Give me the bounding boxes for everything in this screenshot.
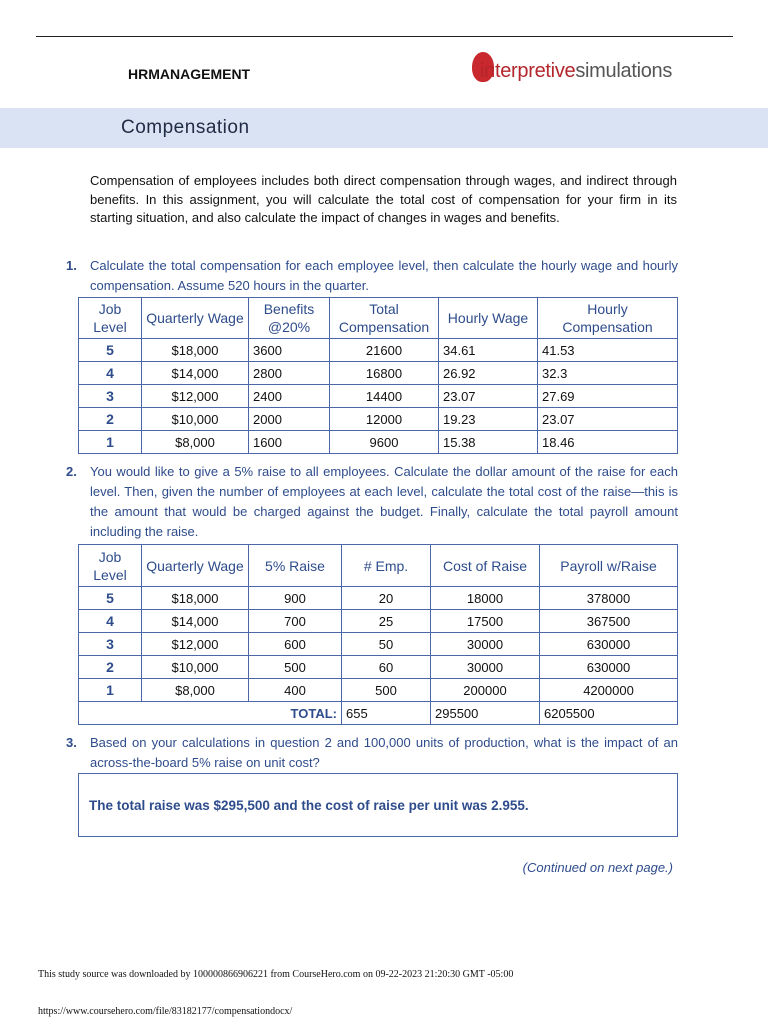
document-header-title: HRMANAGEMENT xyxy=(128,66,251,82)
question-2 xyxy=(66,462,678,542)
total-employees: 655 xyxy=(342,702,431,725)
top-rule xyxy=(36,36,733,37)
continued-note: (Continued on next page.) xyxy=(522,860,673,875)
table-header: Benefits @20% xyxy=(249,298,330,339)
question-text: Calculate the total compensation for each employee level, then calculate the hourly wage and hourly compensation. Assume 520 hours in the quarter. xyxy=(90,258,678,293)
question-1 xyxy=(66,256,678,296)
table-row: 4 $14,000 2800 16800 26.92 32.3 xyxy=(79,362,678,385)
total-payroll: 6205500 xyxy=(540,702,678,725)
table-row: 3 $12,000 600 50 30000 630000 xyxy=(79,633,678,656)
table-header: Total Compensation xyxy=(330,298,439,339)
table-header: Quarterly Wage xyxy=(142,545,249,587)
table-header: Hourly Wage xyxy=(439,298,538,339)
question-number: 1. xyxy=(66,258,77,273)
table-header: Job Level xyxy=(79,545,142,587)
table-row: 4 $14,000 700 25 17500 367500 xyxy=(79,610,678,633)
question-3 xyxy=(66,733,678,773)
table-row: 2 $10,000 2000 12000 19.23 23.07 xyxy=(79,408,678,431)
table-header: Job Level xyxy=(79,298,142,339)
table-row: 2 $10,000 500 60 30000 630000 xyxy=(79,656,678,679)
table-row: 5 $18,000 900 20 18000 378000 xyxy=(79,587,678,610)
footer-source: This study source was downloaded by 100000866906221 from CourseHero.com on 09-22-2023 21:20:30 GMT -05:00 xyxy=(38,969,514,980)
question-text: You would like to give a 5% raise to all employees. Calculate the dollar amount of the raise for each level. Then, given the number of employees at each level, calculate the total cost of the raise—this is the amount that would be charged against the budget. Finally, calculate the total payroll amount including the raise. xyxy=(90,464,678,539)
table-header: 5% Raise xyxy=(249,545,342,587)
compensation-table xyxy=(78,297,678,454)
table-header: # Emp. xyxy=(342,545,431,587)
section-band xyxy=(0,108,768,148)
intro-paragraph: Compensation of employees includes both direct compensation through wages, and indirect through benefits. In this assignment, you will calculate the total cost of compensation for your firm in its starting situation, and also calculate the impact of changes in wages and benefits. xyxy=(90,173,677,225)
footer-url: https://www.coursehero.com/file/83182177/compensationdocx/ xyxy=(38,1006,293,1017)
table-row: 5 $18,000 3600 21600 34.61 41.53 xyxy=(79,339,678,362)
table-row: 1 $8,000 400 500 200000 4200000 xyxy=(79,679,678,702)
table-row: 3 $12,000 2400 14400 23.07 27.69 xyxy=(79,385,678,408)
answer-text: The total raise was $295,500 and the cost of raise per unit was 2.955. xyxy=(89,798,529,813)
totals-row xyxy=(79,702,678,725)
total-cost-of-raise: 295500 xyxy=(431,702,540,725)
question-number: 2. xyxy=(66,464,77,479)
answer-box xyxy=(78,773,678,837)
question-number: 3. xyxy=(66,735,77,750)
raise-table xyxy=(78,544,678,725)
question-text: Based on your calculations in question 2 and 100,000 units of production, what is the impact of an across-the-board 5% raise on unit cost? xyxy=(90,735,678,770)
total-label: TOTAL: xyxy=(79,702,342,725)
table-header: Payroll w/Raise xyxy=(540,545,678,587)
table-header: Hourly Compensation xyxy=(538,298,678,339)
section-title: Compensation xyxy=(121,117,250,138)
table-row: 1 $8,000 1600 9600 15.38 18.46 xyxy=(79,431,678,454)
table-header: Quarterly Wage xyxy=(142,298,249,339)
interpretive-simulations-logo: interpretivesimulations xyxy=(472,52,682,92)
table-header: Cost of Raise xyxy=(431,545,540,587)
